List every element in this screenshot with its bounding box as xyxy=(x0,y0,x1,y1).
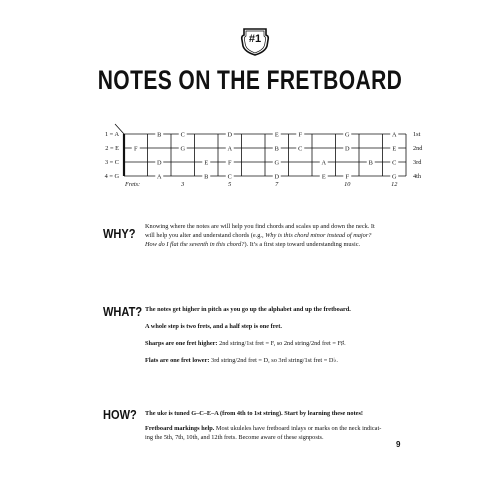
note-label: F xyxy=(345,173,350,181)
note-label: A xyxy=(156,173,162,181)
how-paragraph: Fretboard markings help. Most ukuleles have fretboard inlays or marks on the neck indicat- ing the 5th, 7th, 10th, and 12th frets. Become aware of these signposts. xyxy=(145,425,382,442)
page-title: NOTES ON THE FRETBOARD xyxy=(97,65,403,95)
string-label: 4 = G xyxy=(104,173,119,180)
note-label: G xyxy=(274,159,280,167)
note-label: A xyxy=(321,159,327,167)
note-label: C xyxy=(392,159,397,167)
why-paragraph: Knowing where the notes are will help you find chords and scales up and down the neck. It will help you alter and understand chords (e.g., Why is this chord minor instead of major? How do I flat the seventh in this chord?). It’s a first step toward understanding music. xyxy=(145,223,375,249)
fret-number: 3 xyxy=(181,181,185,188)
string-number: 1st xyxy=(413,131,421,138)
fret-number: 10 xyxy=(344,181,351,188)
how-label: HOW? xyxy=(103,407,137,422)
note-label: D xyxy=(156,159,162,167)
note-label: A xyxy=(391,131,397,139)
string-number: 3rd xyxy=(413,159,422,166)
string-label: 2 = E xyxy=(105,145,119,152)
fret-number: 5 xyxy=(228,181,232,188)
what-line-4: Flats are one fret lower: 3rd string/2nd fret = D, so 3rd string/1st fret = D♭. xyxy=(145,357,338,364)
note-label: F xyxy=(133,145,138,153)
what-line-3: Sharps are one fret higher: 2nd string/1st fret = F, so 2nd string/2nd fret = F♯. xyxy=(145,340,346,347)
note-label: B xyxy=(368,159,373,167)
note-label: A xyxy=(227,145,233,153)
note-label: G xyxy=(391,173,397,181)
note-label: D xyxy=(274,173,280,181)
note-label: F xyxy=(298,131,303,139)
note-label: B xyxy=(204,173,209,181)
note-label: G xyxy=(344,131,350,139)
fretboard-diagram xyxy=(98,122,423,192)
string-label: 1 = A xyxy=(104,131,119,138)
fret-number: 7 xyxy=(275,181,279,188)
what-line-2: A whole step is two frets, and a half step is one fret. xyxy=(145,323,282,330)
what-label: WHAT? xyxy=(103,304,143,319)
note-label: G xyxy=(180,145,186,153)
note-label: D xyxy=(227,131,233,139)
how-line-1: The uke is tuned G–C–E–A (from 4th to 1st string). Start by learning these notes! xyxy=(145,410,364,417)
fret-number: 12 xyxy=(391,181,398,188)
note-label: E xyxy=(321,173,326,181)
note-label: B xyxy=(274,145,279,153)
note-label: C xyxy=(180,131,185,139)
note-label: C xyxy=(227,173,232,181)
note-label: E xyxy=(392,145,397,153)
frets-label: Frets: xyxy=(125,181,141,188)
note-label: F xyxy=(227,159,232,167)
note-label: E xyxy=(274,131,279,139)
what-line-1: The notes get higher in pitch as you go up the alphabet and up the fretboard. xyxy=(145,306,351,313)
badge-number: #1 xyxy=(248,33,262,45)
note-label: B xyxy=(157,131,162,139)
string-number: 4th xyxy=(413,173,422,180)
note-label: E xyxy=(204,159,209,167)
page-number: 9 xyxy=(396,440,401,449)
note-label: D xyxy=(344,145,350,153)
string-number: 2nd xyxy=(413,145,423,152)
string-label: 3 = C xyxy=(104,159,119,166)
note-label: C xyxy=(298,145,303,153)
why-label: WHY? xyxy=(103,226,136,241)
